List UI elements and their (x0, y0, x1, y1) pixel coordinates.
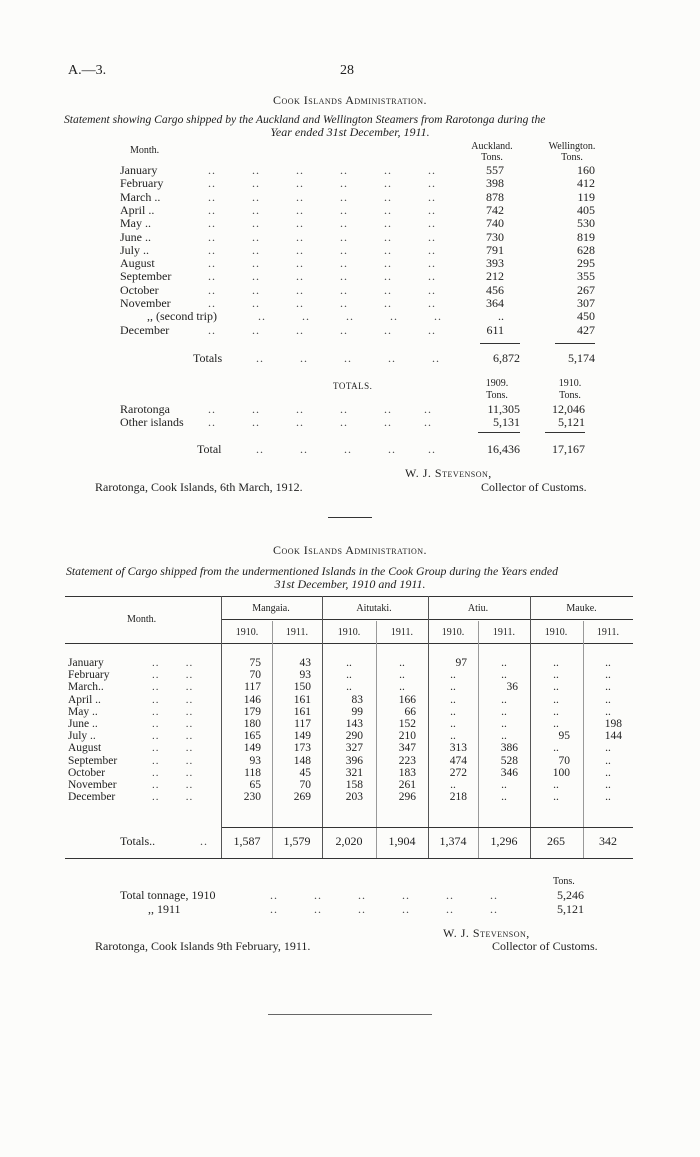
table1-auckland-value: 557 (486, 163, 504, 177)
table2-tonnage-dots-1: .. .. .. .. .. .. (270, 888, 498, 902)
table2-month-label: September (68, 754, 118, 767)
table2-row-dots: .. .. (152, 742, 194, 755)
table2-cell-value: .. (605, 779, 611, 791)
table2-island-mauke: Mauke. (566, 603, 597, 614)
table2-cell-value: .. (501, 693, 507, 706)
table2-cell-value: 528 (500, 754, 518, 767)
table1-rule-y2 (545, 432, 585, 433)
table2-cell-value: .. (553, 705, 559, 718)
table2-heading: Cook Islands Administration. (272, 543, 428, 557)
table1-rule-wellington (555, 343, 595, 344)
table2-cell-value: 70 (558, 754, 570, 767)
table1-col-wellington: Wellington. (548, 141, 596, 152)
table2-year-header: 1911. (390, 627, 414, 638)
table2-cell-value: 218 (449, 791, 467, 804)
table2-place-date: Rarotonga, Cook Islands 9th February, 1911. (95, 939, 311, 953)
table1-year2-unit: Tons. (559, 390, 581, 401)
table1-summary-label-1: Rarotonga (120, 402, 170, 416)
table1-row-dots: .. .. .. .. .. .. (208, 176, 436, 191)
table1-row-dots: .. .. .. .. .. .. (208, 229, 436, 244)
table2-header-rule (65, 643, 633, 644)
table2-year-header: 1910. (441, 627, 465, 638)
table1-col-auckland: Auckland. (471, 141, 513, 152)
table2-total-value: 1,904 (388, 834, 416, 848)
table2-year-header: 1911. (492, 627, 516, 638)
table2-tonnage-label-1910: Total tonnage, 1910 (120, 888, 216, 902)
table2-cell-value: .. (501, 791, 507, 804)
table2-row-dots: .. .. (152, 766, 194, 779)
table1-summary-label-2: Other islands (120, 415, 184, 429)
table1-row-dots: .. .. .. .. .. .. (208, 282, 436, 297)
table1-row-dots: .. .. .. .. .. .. (208, 163, 436, 177)
table2-tonnage-label-1911: ,, 1911 (148, 902, 181, 916)
table2-cell-value: .. (553, 791, 559, 804)
table1-year2: 1910. (558, 378, 582, 389)
table2-cell-value: 474 (449, 754, 467, 767)
table2-year-header: 1910. (337, 627, 361, 638)
separator-rule (328, 517, 372, 518)
table2-month-label: November (68, 779, 117, 791)
table2-cell-value: 173 (293, 742, 311, 755)
table2-cell-value: 83 (351, 693, 363, 706)
table1-caption-line2: Year ended 31st December, 1911. (270, 125, 430, 139)
table1-month-label: November (120, 296, 171, 310)
table1-rule-auckland (480, 343, 520, 344)
table2-year-header: 1911. (285, 627, 309, 638)
table2-totals-label: Totals.. (120, 834, 156, 848)
table1-month-label: September (120, 269, 172, 284)
table2-month-label: January (68, 657, 104, 669)
table2-month-label: April .. (68, 693, 101, 706)
table1-signer-name: W. J. Stevenson, (405, 466, 492, 480)
table2-cell-value: 97 (455, 657, 467, 669)
table1-wellington-value: 295 (577, 256, 595, 271)
table1-month-label: July .. (120, 242, 150, 257)
table2-cell-value: .. (501, 705, 507, 718)
table2-cell-value: 272 (449, 766, 467, 779)
table2-total-value: 1,374 (439, 834, 467, 848)
table2-total-value: 2,020 (335, 834, 363, 848)
table1-row-dots: .. .. .. .. .. .. (208, 202, 436, 217)
table2-cell-value: 150 (293, 681, 311, 694)
table1-totals-dots: .. .. .. .. .. (256, 351, 440, 365)
table2-row-dots: .. .. (152, 669, 194, 682)
table2-cell-value: 118 (244, 766, 261, 779)
table2-island-atiu: Atiu. (467, 603, 489, 614)
table2-cell-value: .. (501, 669, 507, 682)
table2-cell-value: .. (501, 657, 507, 669)
table1-auckland-value: 364 (486, 296, 504, 310)
table2-signer-title: Collector of Customs. (492, 939, 598, 953)
table2-tons-label: Tons. (553, 876, 575, 887)
table2-month-label: March.. (68, 681, 104, 694)
table2-cell-value: 70 (299, 779, 311, 791)
table2-row-dots: .. .. (152, 779, 194, 791)
table1-col-month: Month. (130, 145, 160, 156)
table2-month-label: October (68, 766, 106, 779)
table1-month-label: August (120, 256, 155, 271)
table2-tonnage-dots-2: .. .. .. .. .. .. (270, 902, 498, 916)
table1-auckland-value: 456 (486, 282, 504, 297)
table2-cell-value: 210 (398, 730, 416, 743)
table2-cell-value: 100 (552, 766, 570, 779)
table1-wellington-value: 530 (577, 216, 595, 231)
table1-unit-auckland: Tons. (481, 152, 503, 163)
table1-wellington-value: 160 (577, 163, 595, 177)
table2-cell-value: .. (450, 779, 456, 791)
table2-cell-value: 183 (398, 766, 416, 779)
table1-month-label: December (120, 322, 170, 337)
table1-summary-y2-1: 12,046 (552, 402, 585, 416)
table2-total-value: 1,587 (233, 834, 261, 848)
table2-cell-value: 66 (404, 705, 416, 718)
table2-cell-value: .. (605, 742, 611, 755)
table2-year-header: 1910. (544, 627, 568, 638)
table2-cell-value: 75 (249, 657, 261, 669)
table2-total-value: 1,579 (283, 834, 311, 848)
table2-cell-value: 198 (604, 718, 622, 730)
table2-year-header: 1910. (235, 627, 259, 638)
table2-cell-value: 95 (558, 730, 570, 743)
table1-wellington-value: 427 (577, 322, 595, 337)
table1-row-dots: .. .. .. .. .. .. (208, 322, 436, 337)
table1-auckland-value: 212 (486, 269, 504, 284)
table1-heading: Cook Islands Administration. (272, 93, 428, 107)
table1-row-dots: .. .. .. .. .. (258, 309, 442, 324)
table2-total-value: 1,296 (490, 834, 518, 848)
table2-cell-value: 223 (398, 754, 416, 767)
table2-cell-value: 158 (345, 779, 363, 791)
table2-cell-value: .. (501, 718, 507, 730)
table1-summary-dots-2: .. .. .. .. .. .. (208, 415, 432, 429)
table2-cell-value: .. (450, 669, 456, 682)
table2-row-dots: .. .. (152, 754, 194, 767)
table2-row-dots: .. .. (152, 730, 194, 743)
table1-month-label: March .. (120, 189, 161, 204)
table2-year-header: 1911. (596, 627, 620, 638)
table1-totals-auckland: 6,872 (493, 351, 520, 365)
table1-wellington-value: 819 (577, 229, 595, 244)
page-number: 28 (340, 63, 354, 78)
table2-cell-value: .. (399, 681, 405, 694)
table2-cell-value: 166 (398, 693, 416, 706)
table2-cell-value: 70 (249, 669, 261, 682)
table2-cell-value: 321 (345, 766, 363, 779)
table2-cell-value: 43 (299, 657, 311, 669)
table1-signer (405, 466, 492, 481)
table1-auckland-value: 393 (486, 256, 504, 271)
table2-cell-value: 161 (293, 693, 311, 706)
table2-cell-value: 45 (299, 766, 311, 779)
table2-cell-value: .. (450, 693, 456, 706)
table2-row-dots: .. .. (152, 705, 194, 718)
table1-month-label: April .. (120, 202, 155, 217)
table2-cell-value: .. (605, 754, 611, 767)
table2-cell-value: 386 (500, 742, 518, 755)
table1-auckland-value: 791 (486, 242, 504, 257)
table2-cell-value: 117 (294, 718, 311, 730)
table2-cell-value: .. (346, 657, 352, 669)
table2-caption-line2: 31st December, 1910 and 1911. (274, 577, 426, 591)
table2-cell-value: 152 (398, 718, 416, 730)
table2-cell-value: .. (346, 681, 352, 694)
table1-wellington-value: 355 (577, 269, 595, 284)
table1-place-date: Rarotonga, Cook Islands, 6th March, 1912. (95, 480, 303, 494)
table1-wellington-value: 267 (577, 282, 595, 297)
table2-cell-value: .. (450, 730, 456, 743)
table2-cell-value: .. (605, 705, 611, 718)
table1-wellington-value: 119 (577, 189, 595, 204)
table2-totals-rule (222, 827, 633, 828)
table1-summary-y1-2: 5,131 (493, 415, 520, 429)
table1-auckland-value: 611 (486, 322, 504, 337)
table1-total-y2: 17,167 (552, 442, 585, 456)
page-ref: A.—3. (68, 63, 107, 78)
table1-month-label: October (120, 282, 159, 297)
table2-cell-value: 93 (249, 754, 261, 767)
table2-cell-value: 290 (345, 730, 363, 743)
table2-cell-value: .. (605, 669, 611, 682)
table2-row-dots: .. .. (152, 681, 194, 694)
table2-cell-value: .. (605, 693, 611, 706)
table2-month-label: July .. (68, 730, 96, 743)
table1-wellington-value: 450 (577, 309, 595, 324)
table2-cell-value: .. (605, 791, 611, 804)
table2-cell-value: .. (399, 669, 405, 682)
table1-row-dots: .. .. .. .. .. .. (208, 296, 436, 310)
table1-row-dots: .. .. .. .. .. .. (208, 216, 436, 231)
table1-summary-dots-1: .. .. .. .. .. .. (208, 402, 432, 416)
table2-vline-4 (428, 596, 429, 858)
table2-cell-value: 149 (243, 742, 261, 755)
table2-top-rule (65, 596, 633, 597)
table1-wellington-value: 628 (577, 242, 595, 257)
table1-auckland-value: 742 (486, 202, 504, 217)
table1-caption-line1: Statement showing Cargo shipped by the Auckland and Wellington Steamers from Rarotonga during the (64, 113, 546, 126)
table2-tonnage-1910: 5,246 (557, 888, 584, 902)
table1-summary-y1-1: 11,305 (487, 402, 520, 416)
table2-cell-value: 346 (500, 766, 518, 779)
table1-auckland-value: .. (498, 309, 504, 324)
table2-cell-value: 179 (243, 705, 261, 718)
table2-cell-value: 296 (398, 791, 416, 804)
table2-cell-value: .. (553, 657, 559, 669)
table1-auckland-value: 730 (486, 229, 504, 244)
table2-cell-value: 269 (293, 791, 311, 804)
table1-auckland-value: 878 (486, 189, 504, 204)
table1-year1: 1909. (485, 378, 509, 389)
table1-totals-label: Totals (193, 351, 223, 365)
table2-total-value: 265 (547, 834, 565, 848)
table1-auckland-value: 740 (486, 216, 504, 231)
table1-total-y1: 16,436 (487, 442, 520, 456)
table1-totals-wellington: 5,174 (568, 351, 595, 365)
table2-cell-value: .. (553, 718, 559, 730)
table2-caption-line1: Statement of Cargo shipped from the undermentioned Islands in the Cook Group during the Years ended (66, 564, 559, 578)
table2-col-month: Month. (127, 614, 157, 625)
table2-cell-value: 36 (506, 681, 518, 694)
table2-cell-value: 327 (345, 742, 363, 755)
table2-cell-value: .. (553, 742, 559, 755)
table2-cell-value: 230 (243, 791, 261, 804)
table2-cell-value: .. (346, 669, 352, 682)
table2-row-dots: .. .. (152, 791, 194, 804)
table1-summary-heading: TOTALS. (333, 381, 373, 391)
table2-cell-value: .. (450, 718, 456, 730)
table2-cell-value: .. (450, 681, 456, 694)
table2-bottom-rule (65, 858, 633, 859)
table2-cell-value: .. (399, 657, 405, 669)
table2-cell-value: 65 (249, 779, 261, 791)
table2-island-aitutaki: Aitutaki. (356, 603, 392, 614)
table2-cell-value: .. (501, 730, 507, 743)
table2-cell-value: .. (553, 669, 559, 682)
table1-wellington-value: 307 (577, 296, 595, 310)
table2-cell-value: 313 (449, 742, 467, 755)
table2-month-label: May .. (68, 705, 98, 718)
table1-month-label: ,, (second trip) (147, 309, 217, 324)
table1-row-dots: .. .. .. .. .. .. (208, 189, 436, 204)
table2-month-label: August (68, 742, 102, 755)
table2-cell-value: 261 (398, 779, 416, 791)
footer-rule (268, 1014, 432, 1015)
table2-cell-value: 148 (293, 754, 311, 767)
table1-month-label: February (120, 176, 164, 191)
table2-cell-value: 143 (345, 718, 363, 730)
table1-row-dots: .. .. .. .. .. .. (208, 242, 436, 257)
table2-cell-value: 161 (293, 705, 311, 718)
table1-wellington-value: 405 (577, 202, 595, 217)
table2-vline-6 (530, 596, 531, 858)
table2-cell-value: 99 (351, 705, 363, 718)
table2-signer-name: W. J. Stevenson, (443, 926, 530, 940)
table2-cell-value: 117 (244, 681, 261, 694)
table2-cell-value: .. (605, 766, 611, 779)
table2-island-mangaia: Mangaia. (252, 603, 290, 614)
table2-cell-value: .. (501, 779, 507, 791)
table1-month-label: June .. (120, 229, 151, 244)
table2-month-label: June .. (68, 718, 98, 730)
table2-cell-value: .. (553, 693, 559, 706)
table1-row-dots: .. .. .. .. .. .. (208, 269, 436, 284)
table1-month-label: January (120, 163, 158, 177)
table1-year1-unit: Tons. (486, 390, 508, 401)
table2-cell-value: .. (605, 657, 611, 669)
table2-cell-value: 165 (243, 730, 261, 743)
table1-total-label: Total (197, 442, 222, 456)
table1-row-dots: .. .. .. .. .. .. (208, 256, 436, 271)
table2-cell-value: .. (553, 779, 559, 791)
table2-cell-value: .. (605, 681, 611, 694)
table2-cell-value: 149 (293, 730, 311, 743)
table2-cell-value: 93 (299, 669, 311, 682)
table2-cell-value: 203 (345, 791, 363, 804)
table1-rule-y1 (478, 432, 520, 433)
table2-cell-value: 180 (243, 718, 261, 730)
table2-row-dots: .. .. (152, 718, 194, 730)
table2-cell-value: 146 (243, 693, 261, 706)
table1-auckland-value: 398 (486, 176, 504, 191)
table1-signer-title: Collector of Customs. (481, 480, 587, 494)
table1-summary-y2-2: 5,121 (558, 415, 585, 429)
table2-cell-value: 144 (604, 730, 622, 743)
table2-cell-value: .. (553, 681, 559, 694)
table1-total-dots: .. .. .. .. .. (256, 442, 436, 456)
table2-row-dots: .. .. (152, 657, 194, 669)
table1-wellington-value: 412 (577, 176, 595, 191)
table1-month-label: May .. (120, 216, 151, 231)
table2-totals-dots: .. (200, 834, 208, 848)
table2-month-label: December (68, 791, 116, 804)
table2-tonnage-1911: 5,121 (557, 902, 584, 916)
table1-unit-wellington: Tons. (561, 152, 583, 163)
table2-cell-value: .. (450, 705, 456, 718)
table2-cell-value: 347 (398, 742, 416, 755)
table2-cell-value: 396 (345, 754, 363, 767)
table2-month-label: February (68, 669, 110, 682)
table2-row-dots: .. .. (152, 693, 194, 706)
table2-total-value: 342 (599, 834, 617, 848)
table2-vline-5 (478, 621, 479, 858)
